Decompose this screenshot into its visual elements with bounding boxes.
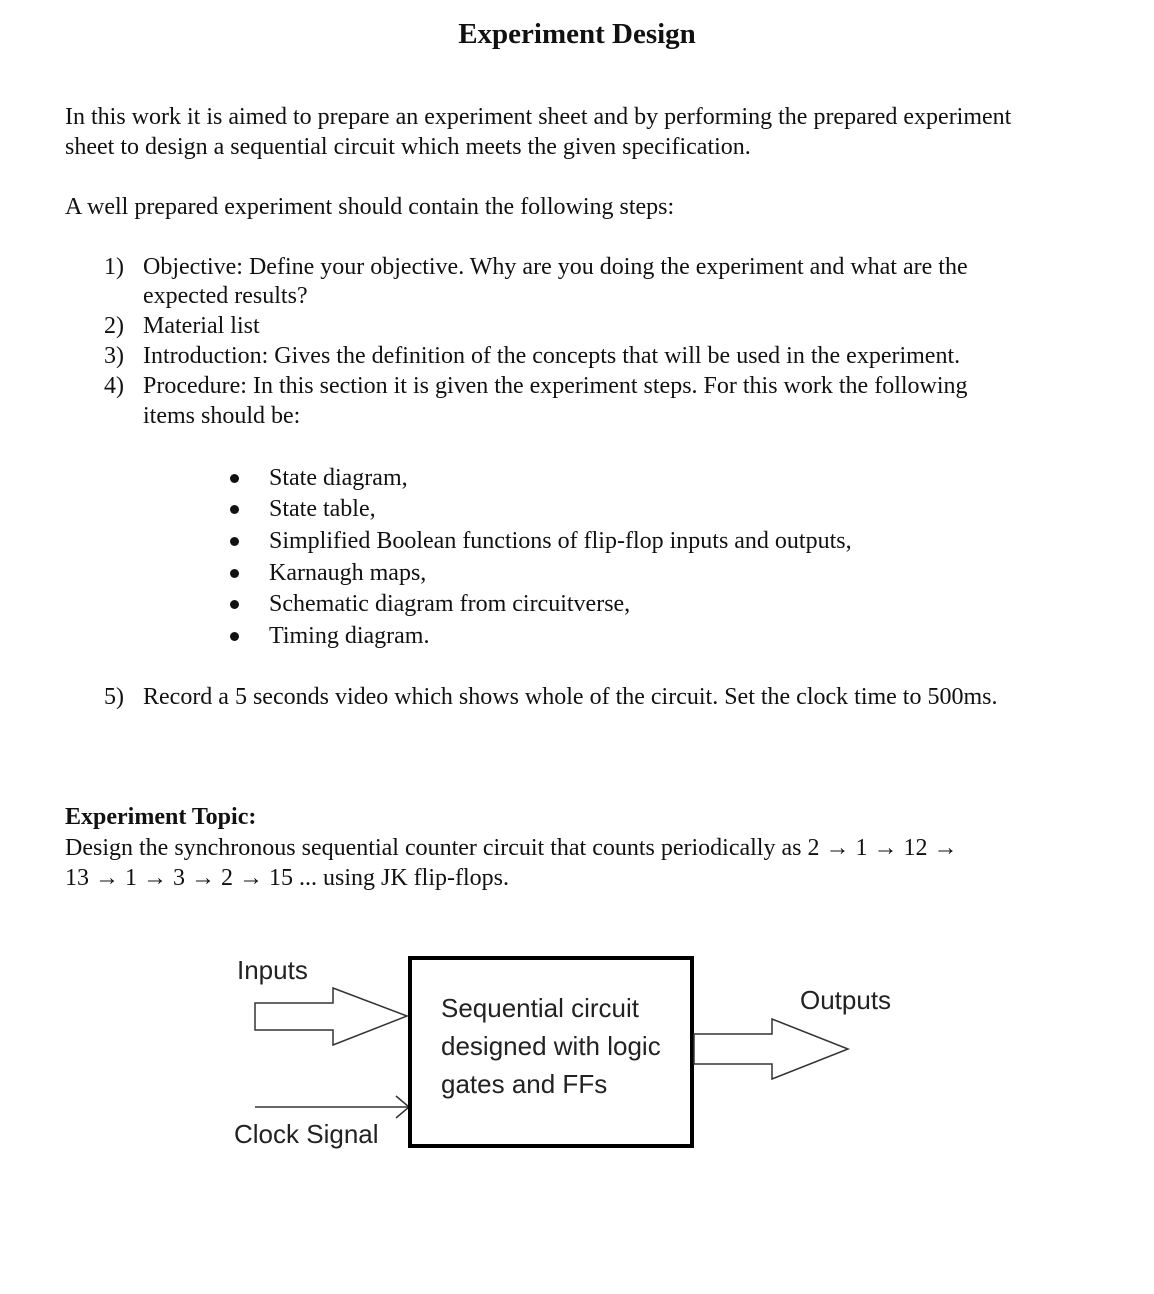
intro-line: sheet to design a sequential circuit which meets the given specification. (65, 134, 751, 160)
step-text: items should be: (143, 403, 301, 429)
step-text: expected results? (143, 283, 308, 309)
bullet-item: State diagram, (269, 465, 408, 491)
box-text: Sequential circuit (441, 993, 639, 1023)
step-number: 5) (104, 684, 124, 710)
steps-lead: A well prepared experiment should contain the following steps: (65, 194, 675, 220)
topic-line: Design the synchronous sequential counter circuit that counts periodically as 2 → 1 → 12 → (65, 835, 958, 861)
bullet-item: Schematic diagram from circuitverse, (269, 591, 631, 617)
step-text: Introduction: Gives the definition of the concepts that will be used in the experiment. (143, 343, 961, 369)
box-text: gates and FFs (441, 1069, 608, 1099)
step-text: Procedure: In this section it is given the experiment steps. For this work the following (143, 373, 968, 399)
box-text: designed with logic (441, 1031, 661, 1061)
page-title: Experiment Design (458, 18, 696, 50)
clock-label: Clock Signal (234, 1119, 379, 1149)
step-number: 2) (104, 313, 124, 339)
step-number: 1) (104, 254, 124, 280)
topic-heading: Experiment Topic: (65, 804, 257, 830)
inputs-arrow (255, 988, 407, 1045)
step-text: Material list (143, 313, 260, 339)
inputs-label: Inputs (237, 955, 308, 985)
bullet-item: Karnaugh maps, (269, 560, 427, 586)
bullet-item: State table, (269, 496, 376, 522)
step-number: 3) (104, 343, 124, 369)
step-text: Record a 5 seconds video which shows whole of the circuit. Set the clock time to 500ms. (143, 684, 998, 710)
bullet-item: Simplified Boolean functions of flip-flop inputs and outputs, (269, 528, 852, 554)
intro-line: In this work it is aimed to prepare an experiment sheet and by performing the prepared experiment (65, 104, 1012, 130)
topic-line: 13 → 1 → 3 → 2 → 15 ... using JK flip-flops. (65, 865, 509, 891)
step-text: Objective: Define your objective. Why are you doing the experiment and what are the (143, 254, 968, 280)
step-number: 4) (104, 373, 124, 399)
outputs-label: Outputs (800, 985, 892, 1015)
outputs-arrow (694, 1019, 848, 1079)
bullet-item: Timing diagram. (269, 623, 430, 649)
